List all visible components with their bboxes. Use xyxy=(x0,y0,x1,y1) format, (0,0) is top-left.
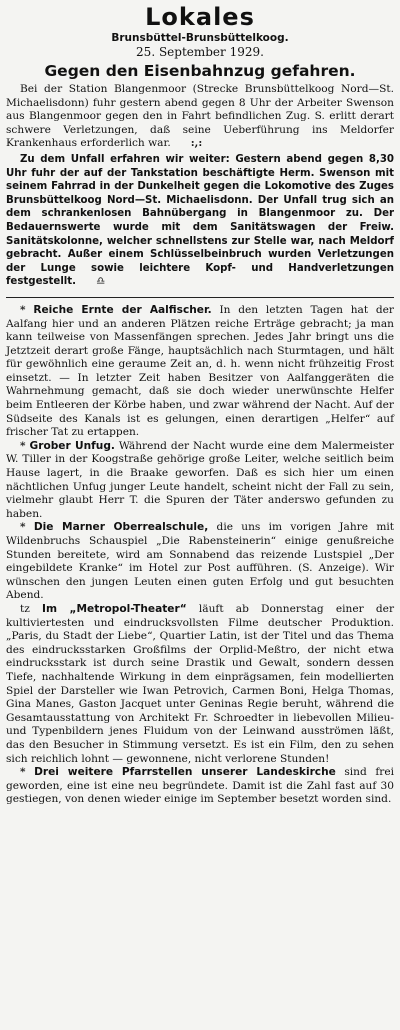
paragraph-text: läuft ab Donnerstag einer der kultiviertesten und eindrucksvollsten Filme deutscher Produktion. „Paris, du Stadt der Liebe“, Quartier Latin, ist der Titel und das Thema des eindrucksstarken Großfilms der Orplid-Meßtro, der nicht etwa eindrucksstark ist durch seine Drastik und Gewalt, sondern dessen Tiefe, nachhaltende Wirkung in dem einprägsamen, fein modellierten Spiel der Darsteller wie Iwan Petrovich, Carmen Boni, Helga Thomas, Gina Manes, Gaston Jacquet unter Geninas Regie beruht, während die Gesamtausstattung von Architekt Fr. Schroedter in liebevollen Milieu- und Typenbildern jenes Fluidum von der Leinwand ausströmen läßt, das den Besucher in Stimmung versetzt. Es ist ein Film, den zu sehen sich reichlich lohnt — gewonnene, nicht verlorene Stunden! xyxy=(6,602,395,765)
signoff-mark: :,: xyxy=(190,137,203,150)
article-paragraph xyxy=(6,521,394,603)
paragraph-text: Zu dem Unfall erfahren wir weiter: Gestern abend gegen 8,30 Uhr fuhr der auf der Tankstation beschäftigte Herm. Swenson mit seinem Fahrrad in der Dunkelheit gegen die Lokomotive des Zuges Brunsbüttelkoog Nord—St. Michaelisdonn. Der Unfall trug sich an dem schrankenlosen Bahnübergang in Blangenmoor zu. Der Bedauernswerte wurde mit dem Sanitätswagen der Freiw. Sanitätskolonne, welcher schnellstens zur Stelle war, nach Meldorf gebracht. Außer einem Schlüsselbeinbruch wurden Verletzungen der Lunge sowie leichtere Kopf- und Handverletzungen festgestellt. xyxy=(6,153,394,288)
item-prefix: tz xyxy=(20,602,30,615)
article-eel-fishing xyxy=(6,304,394,440)
paragraph-text: In den letzten Tagen hat der Aalfang hier und an anderen Plätzen reiche Erträge gebracht; ja man kann teilweise von Massenfängen sprechen. Jedes Jahr bringt uns die Jetztzeit derart große Fänge, hauptsächlich nach Sturmtagen, und hält für gewöhnlich eine geraume Zeit an, d. h. wenn nicht frühzeitig Frost einsetzt. — In letzter Zeit haben Besitzer von Aalfanggeräten die Wahrnehmung gemacht, daß sie doch wieder unerwünschte Helfer beim Entleeren der Körbe haben, und zwar während der Nacht. Auf der Südseite des Kanals ist es gelungen, einen derartigen „Helfer“ auf frischer Tat zu ertappen. xyxy=(6,303,394,439)
article-paragraph xyxy=(6,304,394,440)
article-lead: Reiche Ernte der Aalfischer. xyxy=(33,303,212,316)
article-lead: Drei weitere Pfarrstellen unserer Landeskirche xyxy=(34,766,336,779)
article-parishes xyxy=(6,766,394,807)
dateline: 25. September 1929. xyxy=(136,45,264,59)
article-lead: Die Marner Oberrealschule, xyxy=(33,521,209,534)
article-school-play xyxy=(6,521,394,603)
section-divider xyxy=(6,297,394,298)
article-train-accident xyxy=(6,83,394,289)
article-paragraph xyxy=(6,83,394,151)
paragraph-text: Während der Nacht wurde eine dem Malermeister W. Tiller in der Koogstraße gehörige große Leiter, welche seitlich beim Hause lagert, in die Braake geworfen. Daß es sich hier um einen nächtlichen Unfug junger Leute handelt, scheint nicht der Fall zu sein, vielmehr glaubt Herr T. die Spuren der Täter anderswo gefunden zu haben. xyxy=(6,439,394,520)
item-marker: * xyxy=(20,303,26,316)
article-paragraph xyxy=(6,440,394,522)
item-marker: * xyxy=(20,766,26,779)
paragraph-text: die uns im vorigen Jahre mit Wildenbruchs Schauspiel „Die Rabensteinerin“ einige genußreiche Stunden bereitete, wird am Sonnabend das reizende Lustspiel „Der eingebildete Kranke“ im Hotel zur Post aufführen. (S. Anzeige). Wir wünschen den jungen Leuten einen guten Erfolg und gut besuchten Abend. xyxy=(6,521,395,602)
section-title: Lokales xyxy=(145,3,255,31)
place-subheading: Brunsbüttel-Brunsbüttelkoog. xyxy=(111,32,289,44)
item-marker: * xyxy=(20,521,26,534)
article-headline: Gegen den Eisenbahnzug gefahren. xyxy=(44,62,356,80)
article-paragraph xyxy=(6,766,394,807)
signoff-mark: ♎ xyxy=(96,276,106,288)
article-mischief xyxy=(6,440,394,522)
article-paragraph xyxy=(6,153,394,289)
article-metropol-theater xyxy=(6,603,394,766)
article-paragraph xyxy=(6,603,394,766)
paragraph-text: Bei der Station Blangenmoor (Strecke Brunsbüttelkoog Nord—St. Michaelisdonn) fuhr gestern abend gegen 8 Uhr der Arbeiter Swenson aus Blangenmoor gegen den in Fahrt befindlichen Zug. S. erlitt derart schwere Verletzungen, daß seine Ueberführung ins Meldorfer Krankenhaus erforderlich war. xyxy=(6,83,394,150)
paragraph-text: sind frei geworden, eine ist eine neu begründete. Damit ist die Zahl fast auf 30 gestiegen, von denen wieder einige im September besetzt worden sind. xyxy=(6,766,394,806)
item-marker: * xyxy=(20,439,26,452)
article-lead: Grober Unfug. xyxy=(29,439,115,452)
article-lead: Im „Metropol-Theater“ xyxy=(42,602,187,615)
